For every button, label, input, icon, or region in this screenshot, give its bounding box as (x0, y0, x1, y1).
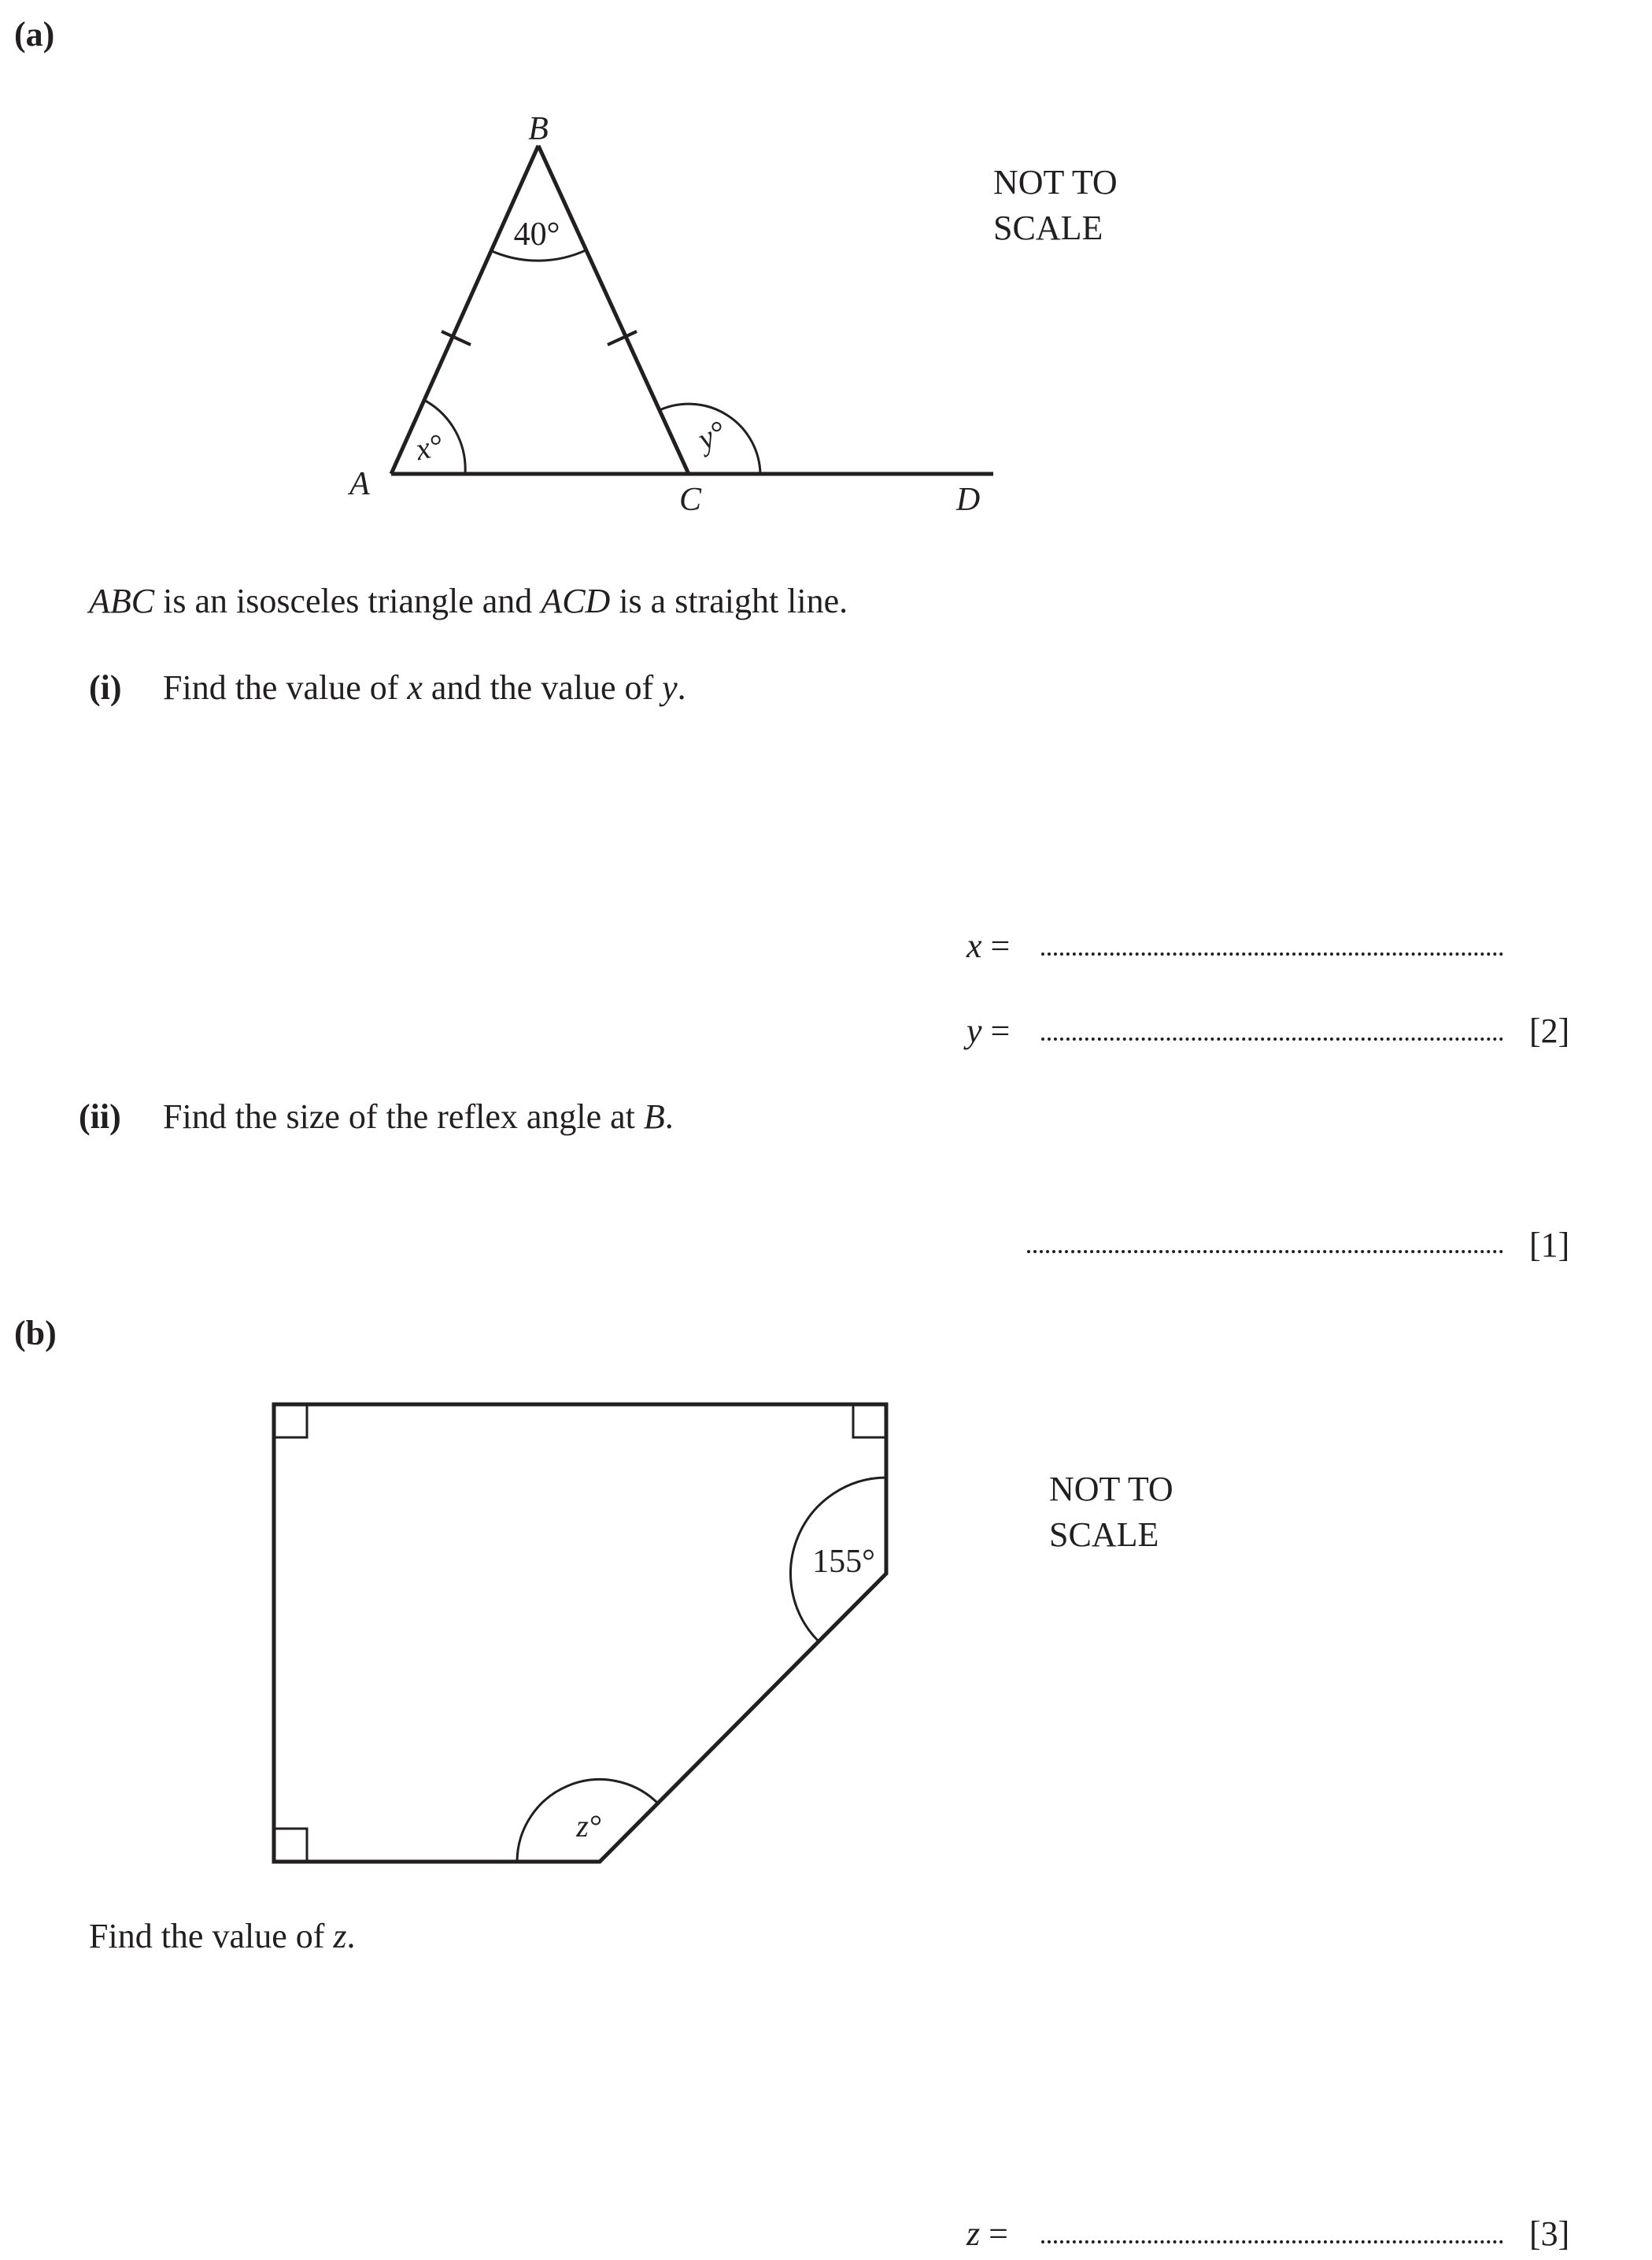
answer-x-label (966, 926, 1010, 966)
answer-z-label (966, 2214, 1008, 2254)
pentagon-diagram (0, 1338, 1652, 1889)
q1-text-2: and the value of (422, 668, 663, 707)
not-to-scale-b-line1: NOT TO (1049, 1470, 1173, 1508)
answer-x-dotted-line[interactable] (1041, 952, 1503, 956)
triangle-diagram (0, 0, 1652, 598)
not-to-scale-a-line2: SCALE (993, 209, 1103, 247)
q2-text-2: . (664, 1097, 674, 1136)
right-angle-top-right (853, 1404, 886, 1437)
answer-y-equals: = (990, 1012, 1011, 1050)
statement-text-2: is a straight line. (610, 582, 848, 620)
side-bc (538, 146, 689, 474)
point-label-b: B (528, 111, 549, 147)
right-angle-top-left (274, 1404, 307, 1437)
q2-var-b: B (643, 1097, 665, 1136)
answer-y-var: y (966, 1012, 982, 1050)
angle-label-z: z° (576, 1808, 601, 1844)
question-a-i-label: (i) (89, 668, 122, 707)
statement-a (89, 581, 848, 621)
statement-abc: ABC (89, 582, 155, 620)
part-b-label: (b) (14, 1314, 57, 1352)
q1-text-3: . (677, 668, 686, 707)
q2-text-1: Find the size of the reflex angle at (163, 1097, 644, 1136)
answer-z-var: z (966, 2214, 981, 2253)
angle-label-y: y° (692, 413, 732, 457)
point-label-a: A (349, 466, 370, 502)
not-to-scale-b-line2: SCALE (1049, 1515, 1159, 1554)
answer-y-dotted-line[interactable] (1041, 1038, 1503, 1041)
statement-text-1: is an isosceles triangle and (154, 582, 541, 620)
question-a-ii-text (163, 1097, 674, 1137)
qb-text-1: Find the value of (89, 1917, 334, 1955)
answer-z-equals: = (989, 2214, 1008, 2253)
point-label-c: C (678, 482, 702, 518)
marks-a-ii: [1] (1529, 1226, 1570, 1264)
q1-var-x: x (407, 668, 423, 707)
point-label-d: D (955, 482, 981, 518)
question-b-text (89, 1916, 356, 1956)
answer-x-var: x (966, 927, 982, 965)
question-a-i-text (163, 668, 686, 708)
answer-y-label (966, 1011, 1010, 1051)
part-a-label: (a) (14, 15, 55, 54)
statement-acd: ACD (541, 582, 611, 620)
marks-a-i: [2] (1529, 1012, 1570, 1050)
right-angle-bottom-left (274, 1829, 307, 1862)
tick-mark-bc (608, 331, 637, 345)
answer-x-equals: = (990, 927, 1011, 965)
q1-text-1: Find the value of (163, 668, 408, 707)
angle-label-b: 40° (513, 216, 560, 253)
marks-b: [3] (1529, 2214, 1570, 2253)
qb-text-2: . (346, 1917, 356, 1955)
pentagon-outline (274, 1404, 886, 1862)
answer-z-dotted-line[interactable] (1041, 2240, 1503, 2243)
angle-label-x: x° (412, 427, 446, 468)
not-to-scale-a-line1: NOT TO (993, 163, 1118, 202)
q1-var-y: y (662, 668, 678, 707)
angle-label-155: 155° (812, 1544, 875, 1580)
side-ab (391, 146, 538, 474)
question-a-ii-label: (ii) (79, 1097, 121, 1136)
qb-var-z: z (333, 1917, 347, 1955)
answer-reflex-dotted-line[interactable] (1027, 1250, 1503, 1253)
